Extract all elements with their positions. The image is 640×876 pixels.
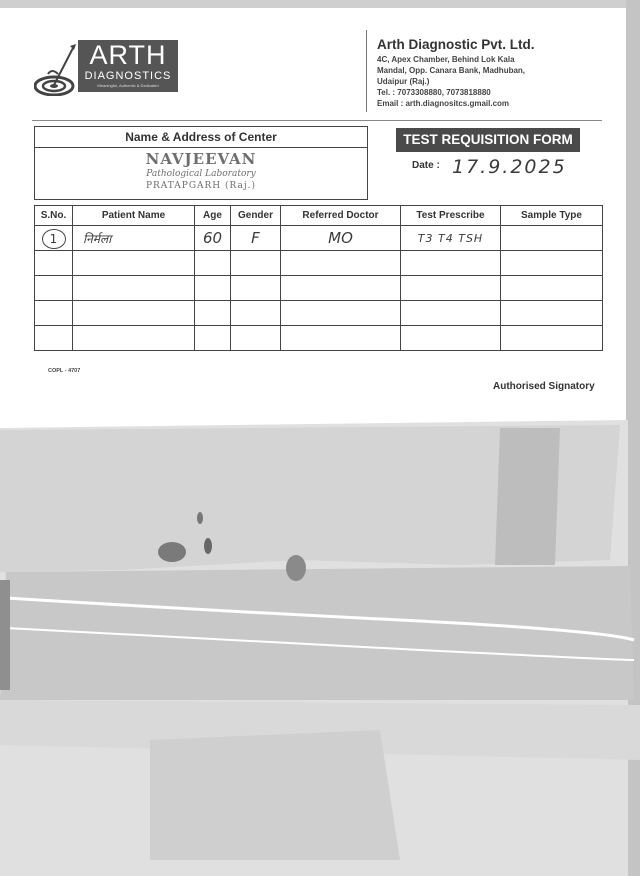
date-value: 17.9.2025 [452,156,567,178]
table-cell [501,251,603,276]
sno-circle: 1 [42,229,66,249]
table-row [35,301,603,326]
table-cell [401,251,501,276]
table-cell [281,251,401,276]
cell-patient-name: निर्मला [73,226,195,251]
table-row [35,276,603,301]
table-cell [231,251,281,276]
table-cell [281,301,401,326]
form-title: TEST REQUISITION FORM [396,128,580,152]
company-tel: Tel. : 7073308880, 7073818880 [377,88,491,97]
requisition-form [0,0,628,428]
authorised-signatory: Authorised Signatory [493,381,595,392]
table-cell [401,301,501,326]
header-patient-name: Patient Name [73,206,195,226]
cell-sample-type [501,226,603,251]
table-cell [35,276,73,301]
stamp-lab-type: Pathological Laboratory [146,169,256,179]
header-sno: S.No. [35,206,73,226]
header-test-prescribe: Test Prescribe [401,206,501,226]
table-row [35,326,603,351]
table-cell [35,301,73,326]
address-line-2: Mandal, Opp. Canara Bank, Madhuban, [377,66,526,75]
table-cell [35,326,73,351]
table-cell [195,276,231,301]
date-label: Date : [412,160,440,171]
form-code: COPL - 4707 [48,368,81,374]
cell-referred-doctor: MO [281,226,401,251]
cell-age: 60 [195,226,231,251]
table-cell [195,326,231,351]
logo-title: ARTH [89,40,167,70]
header-sample-type: Sample Type [501,206,603,226]
patient-table [34,205,603,351]
address-line-1: 4C, Apex Chamber, Behind Lok Kala [377,55,515,64]
address-line-3: Udaipur (Raj.) [377,77,430,86]
table-cell [231,326,281,351]
stamp-city: PRATAPGARH (Raj.) [145,181,257,191]
table-header-row [35,206,603,226]
table-cell [501,301,603,326]
table-row [35,226,603,251]
logo-subtitle: DIAGNOSTICS [84,70,172,82]
header-rule [32,120,602,121]
header-divider [366,30,367,112]
target-arrow-icon [34,44,78,96]
table-cell [195,251,231,276]
table-cell [73,326,195,351]
center-address-box [34,126,368,200]
table-cell [195,301,231,326]
table-cell [401,276,501,301]
header-gender: Gender [231,206,281,226]
cell-test-prescribe: T3 T4 TSH [401,226,501,251]
center-heading: Name & Address of Center [35,127,367,148]
arth-logo [34,38,180,96]
stamp-lab-name: NAVJEEVAN [145,150,257,168]
table-cell [73,301,195,326]
table-cell [401,326,501,351]
company-name: Arth Diagnostic Pvt. Ltd. [377,37,535,52]
table-cell [35,251,73,276]
table-cell [281,276,401,301]
company-info [377,36,617,109]
table-cell [281,326,401,351]
table-cell [501,276,603,301]
header-referred-doctor: Referred Doctor [281,206,401,226]
cell-sno [35,226,73,251]
table-cell [231,276,281,301]
table-cell [73,276,195,301]
table-cell [73,251,195,276]
cell-gender: F [231,226,281,251]
table-cell [501,326,603,351]
company-email: Email : arth.diagnositcs.gmail.com [377,99,510,108]
logo-wordmark [78,40,178,92]
table-cell [231,301,281,326]
table-row [35,251,603,276]
logo-tagline: Meaningful, Authentic & Dedicated [97,83,159,88]
header-age: Age [195,206,231,226]
lab-stamp [35,150,367,192]
